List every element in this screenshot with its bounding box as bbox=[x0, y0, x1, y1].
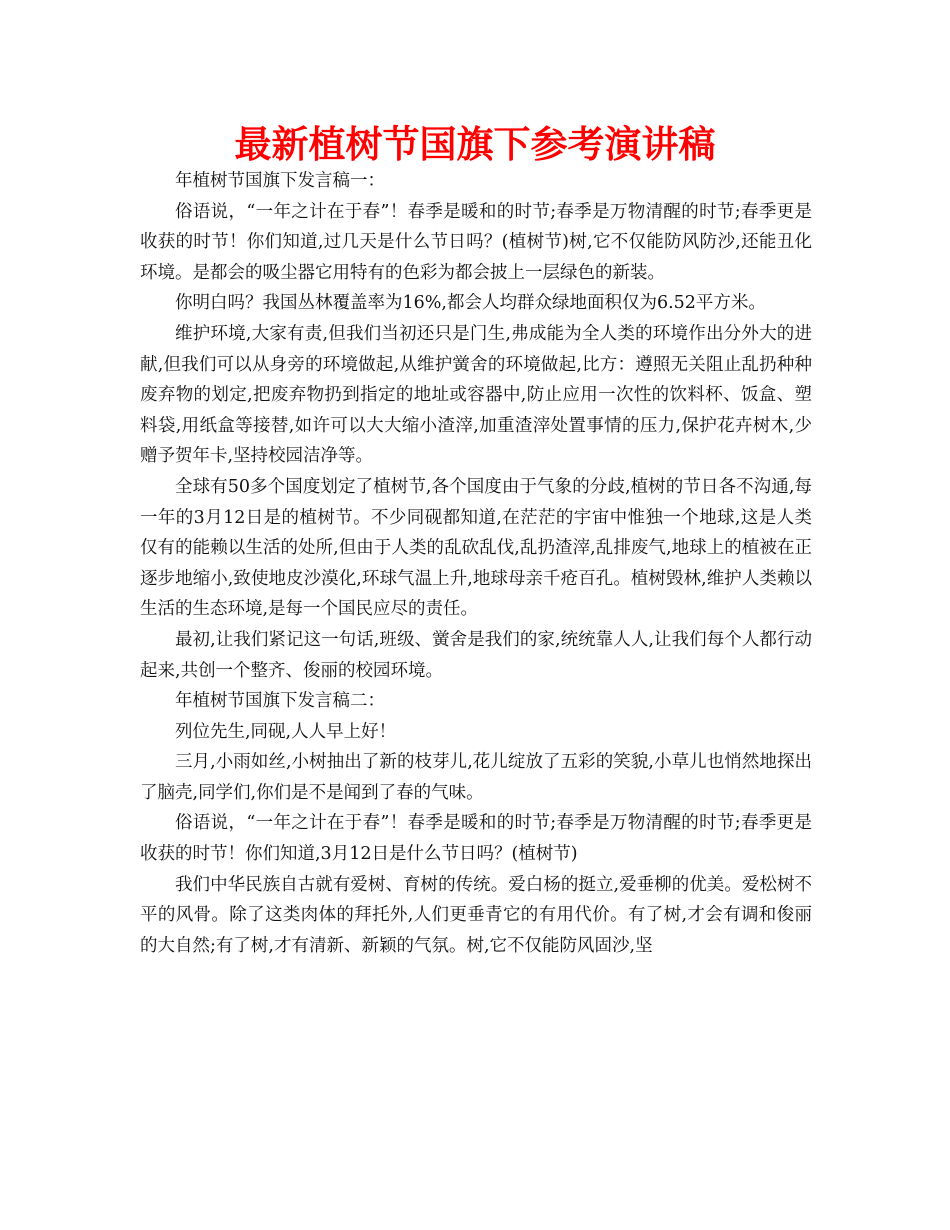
paragraph: 三月,小雨如丝,小树抽出了新的枝芽儿,花儿绽放了五彩的笑貌,小草儿也悄然地探出了脑壳,同学们,你们是不是闻到了春的气味。 bbox=[140, 752, 812, 803]
paragraph-speech-one-heading: 年植树节国旗下发言稿一： bbox=[175, 171, 385, 191]
document-body bbox=[140, 166, 812, 961]
paragraph: 我们中华民族自古就有爱树、育树的传统。爱白杨的挺立,爱垂柳的优美。爱松树不平的风骨。除了这类肉体的拜托外,人们更垂青它的有用代价。有了树,才会有调和俊丽的大自然;有了树,才有清新、新颖的气氛。树,它不仅能防风固沙,坚 bbox=[140, 874, 812, 956]
page-title: 最新植树节国旗下参考演讲稿 bbox=[234, 123, 716, 166]
paragraph-greeting: 列位先生,同砚,人人早上好！ bbox=[175, 721, 397, 742]
paragraph: 最初,让我们紧记这一句话,班级、黉舍是我们的家,统统靠人人,让我们每个人都行动起来,共创一个整齐、俊丽的校园环境。 bbox=[140, 629, 812, 681]
paragraph: 维护环境,大家有责,但我们当初还只是门生,弗成能为全人类的环境作出分外大的进献,但我们可以从身旁的环境做起,从维护黉舍的环境做起,比方：遵照无关阻止乱扔种种废弃物的划定,把废弃物扔到指定的地址或容器中,防止应用一次性的饮料杯、饭盒、塑料袋,用纸盒等接替,如许可以大大缩小渣滓,加重渣滓处置事情的压力,保护花卉树木,少赠予贺年卡,坚持校园洁净等。 bbox=[140, 323, 812, 467]
paragraph: 你明白吗？我国丛林覆盖率为16%,都会人均群众绿地面积仅为6.52平方米。 bbox=[175, 293, 766, 314]
paragraph: 全球有50多个国度划定了植树节,各个国度由于气象的分歧,植树的节日各不沟通,每一年的3月12日是的植树节。不少同砚都知道,在茫茫的宇宙中惟独一个地球,这是人类仅有的能赖以生活的处所,但由于人类的乱砍乱伐,乱扔渣滓,乱排废气,地球上的植被在正逐步地缩小,致使地皮沙漠化,环球气温上升,地球母亲千疮百孔。植树毁林,维护人类赖以生活的生态环境,是每一个国民应尽的责任。 bbox=[140, 476, 812, 620]
paragraph: 俗语说，“一年之计在于春”！春季是暖和的时节;春季是万物清醒的时节;春季更是收获的时节！你们知道,过几天是什么节日吗？(植树节)树,它不仅能防风防沙,还能丑化环境。是都会的吸尘器它用特有的色彩为都会披上一层绿色的新装。 bbox=[140, 201, 812, 283]
paragraph: 俗语说，“一年之计在于春”！春季是暖和的时节;春季是万物清醒的时节;春季更是收获的时节！你们知道,3月12日是什么节日吗？(植树节) bbox=[140, 813, 812, 865]
paragraph-speech-two-heading: 年植树节国旗下发言稿二： bbox=[175, 691, 385, 712]
